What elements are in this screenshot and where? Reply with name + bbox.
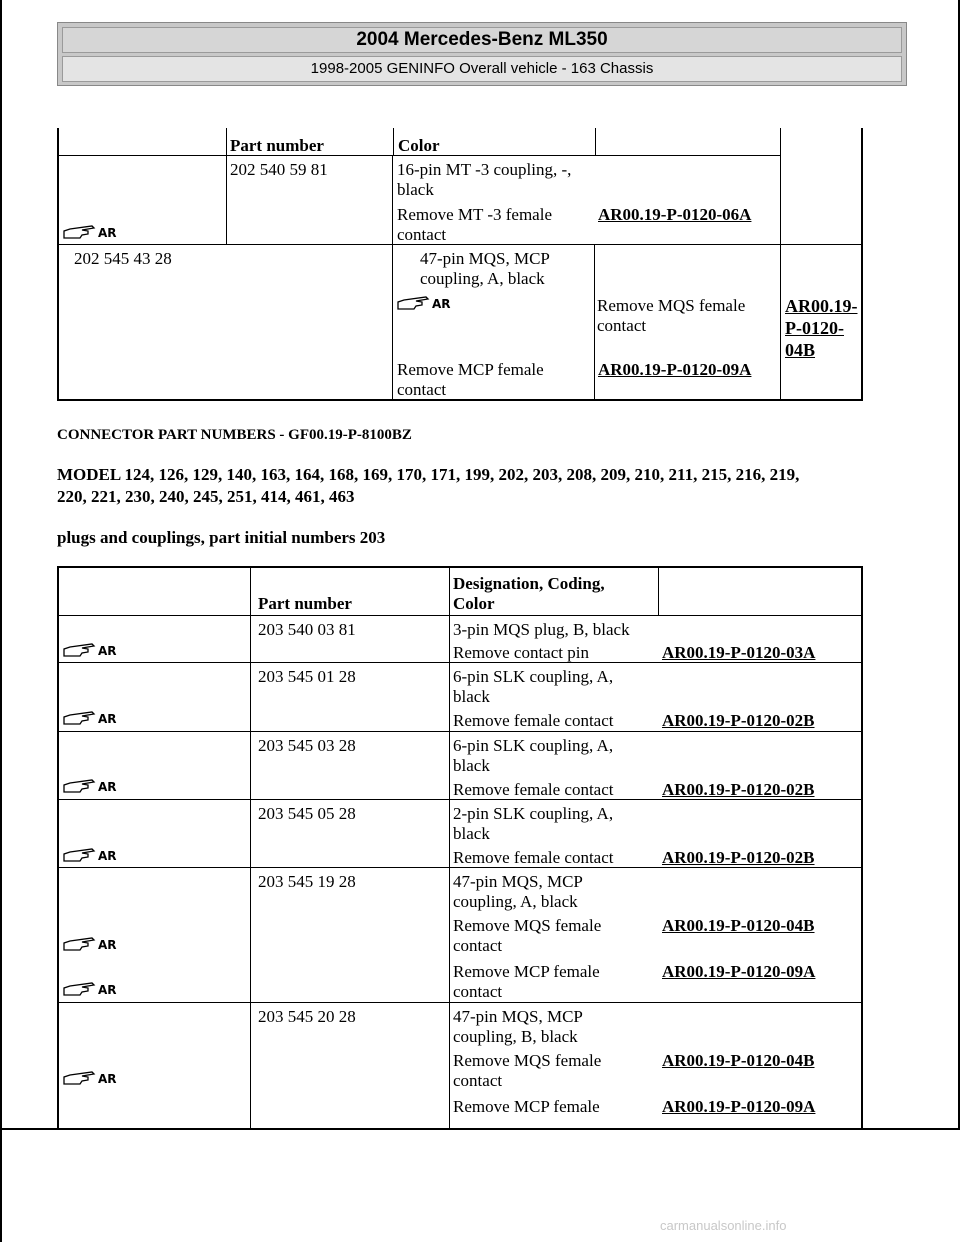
procedure-label: Remove MCP female xyxy=(453,962,600,981)
part-number: 203 545 19 28 xyxy=(258,872,356,891)
procedure-label: Remove MCP female xyxy=(453,1097,600,1116)
procedure-label: Remove MQS female xyxy=(597,296,746,315)
designation: 47-pin MQS, MCP xyxy=(420,249,550,268)
part-number: 202 545 43 28 xyxy=(74,249,172,268)
svg-text:AR: AR xyxy=(98,644,117,658)
ar-reference-icon[interactable] xyxy=(396,293,468,311)
procedure-label: Remove MQS female xyxy=(453,1051,602,1070)
procedure-link[interactable]: AR00.19-P-0120-06A xyxy=(598,205,752,224)
designation: coupling, B, black xyxy=(453,1027,578,1046)
ar-reference-icon[interactable] xyxy=(62,1068,134,1086)
procedure-link[interactable]: AR00.19-P-0120-02B xyxy=(662,780,815,799)
designation: black xyxy=(397,180,434,199)
model-list: MODEL 124, 126, 129, 140, 163, 164, 168, 169, 170, 171, 199, 202, 203, 208, 209, 210, 211, 215, 216, 219, xyxy=(57,465,800,484)
page-border-bottom xyxy=(0,1128,960,1130)
procedure-link[interactable]: AR00.19-P-0120-09A xyxy=(662,1097,816,1116)
procedure-label: contact xyxy=(597,316,647,335)
procedure-link[interactable]: AR00.19-P-0120-02B xyxy=(662,848,815,867)
part-number: 203 545 20 28 xyxy=(258,1007,356,1026)
column-header-color: Color xyxy=(398,136,440,155)
svg-text:AR: AR xyxy=(98,983,117,997)
section-subheading: plugs and couplings, part initial numbers 203 xyxy=(57,528,386,547)
designation: black xyxy=(453,756,490,775)
designation: 47-pin MQS, MCP xyxy=(453,872,583,891)
procedure-label: Remove MQS female xyxy=(453,916,602,935)
procedure-link[interactable]: AR00.19-P-0120-09A xyxy=(598,360,752,379)
procedure-link[interactable]: AR00.19-P-0120-02B xyxy=(662,711,815,730)
procedure-link[interactable]: AR00.19-P-0120-04B xyxy=(662,1051,815,1070)
part-number: 203 545 01 28 xyxy=(258,667,356,686)
procedure-link[interactable]: AR00.19-P-0120-04B xyxy=(662,916,815,935)
procedure-link[interactable]: AR00.19-P-0120-03A xyxy=(662,643,816,662)
model-list: 220, 221, 230, 240, 245, 251, 414, 461, 463 xyxy=(57,487,355,506)
watermark: carmanualsonline.info xyxy=(660,1218,787,1233)
ar-reference-icon[interactable] xyxy=(62,776,134,794)
svg-text:AR: AR xyxy=(98,712,117,726)
procedure-label: Remove female contact xyxy=(453,848,614,867)
procedure-label: Remove MCP female xyxy=(397,360,544,379)
procedure-label: Remove contact pin xyxy=(453,643,589,662)
procedure-link[interactable]: AR00.19- xyxy=(785,296,858,316)
part-number: 203 540 03 81 xyxy=(258,620,356,639)
page-border-left xyxy=(0,0,2,1242)
procedure-label: Remove MT -3 female xyxy=(397,205,553,224)
part-number: 202 540 59 81 xyxy=(230,160,328,179)
procedure-label: Remove female contact xyxy=(453,780,614,799)
svg-text:AR: AR xyxy=(98,849,117,863)
designation: 16-pin MT -3 coupling, -, xyxy=(397,160,572,179)
procedure-link[interactable]: 04B xyxy=(785,340,816,360)
designation: 3-pin MQS plug, B, black xyxy=(453,620,630,639)
designation: 47-pin MQS, MCP xyxy=(453,1007,583,1026)
section-heading: CONNECTOR PART NUMBERS - GF00.19-P-8100BZ xyxy=(57,427,412,443)
procedure-label: contact xyxy=(397,225,447,244)
part-number: 203 545 03 28 xyxy=(258,736,356,755)
procedure-label: contact xyxy=(453,936,503,955)
page-header xyxy=(57,22,907,86)
designation: black xyxy=(453,687,490,706)
ar-reference-icon[interactable] xyxy=(62,845,134,863)
ar-reference-icon[interactable] xyxy=(62,979,134,997)
svg-text:AR: AR xyxy=(432,297,451,311)
designation: 6-pin SLK coupling, A, xyxy=(453,667,614,686)
ar-reference-icon[interactable] xyxy=(62,934,134,952)
svg-text:AR: AR xyxy=(98,226,117,240)
column-header-part-number: Part number xyxy=(230,136,324,155)
designation: coupling, A, black xyxy=(420,269,545,288)
procedure-link[interactable]: P-0120- xyxy=(785,318,844,338)
svg-text:AR: AR xyxy=(98,780,117,794)
column-header-designation: Color xyxy=(453,594,495,613)
procedure-label: contact xyxy=(453,1071,503,1090)
procedure-label: Remove female contact xyxy=(453,711,614,730)
designation: 2-pin SLK coupling, A, xyxy=(453,804,614,823)
ar-reference-icon[interactable] xyxy=(62,708,134,726)
column-header-designation: Designation, Coding, xyxy=(453,574,605,593)
document-subtitle: 1998-2005 GENINFO Overall vehicle - 163 Chassis xyxy=(62,56,902,82)
procedure-link[interactable]: AR00.19-P-0120-09A xyxy=(662,962,816,981)
document-title: 2004 Mercedes-Benz ML350 xyxy=(62,27,902,53)
designation: black xyxy=(453,824,490,843)
column-header-part-number: Part number xyxy=(258,594,352,613)
svg-text:AR: AR xyxy=(98,1072,117,1086)
svg-text:AR: AR xyxy=(98,938,117,952)
part-number: 203 545 05 28 xyxy=(258,804,356,823)
ar-reference-icon[interactable] xyxy=(62,222,134,240)
procedure-label: contact xyxy=(453,982,503,1001)
designation: coupling, A, black xyxy=(453,892,578,911)
ar-reference-icon[interactable] xyxy=(62,640,134,658)
procedure-label: contact xyxy=(397,380,447,399)
designation: 6-pin SLK coupling, A, xyxy=(453,736,614,755)
